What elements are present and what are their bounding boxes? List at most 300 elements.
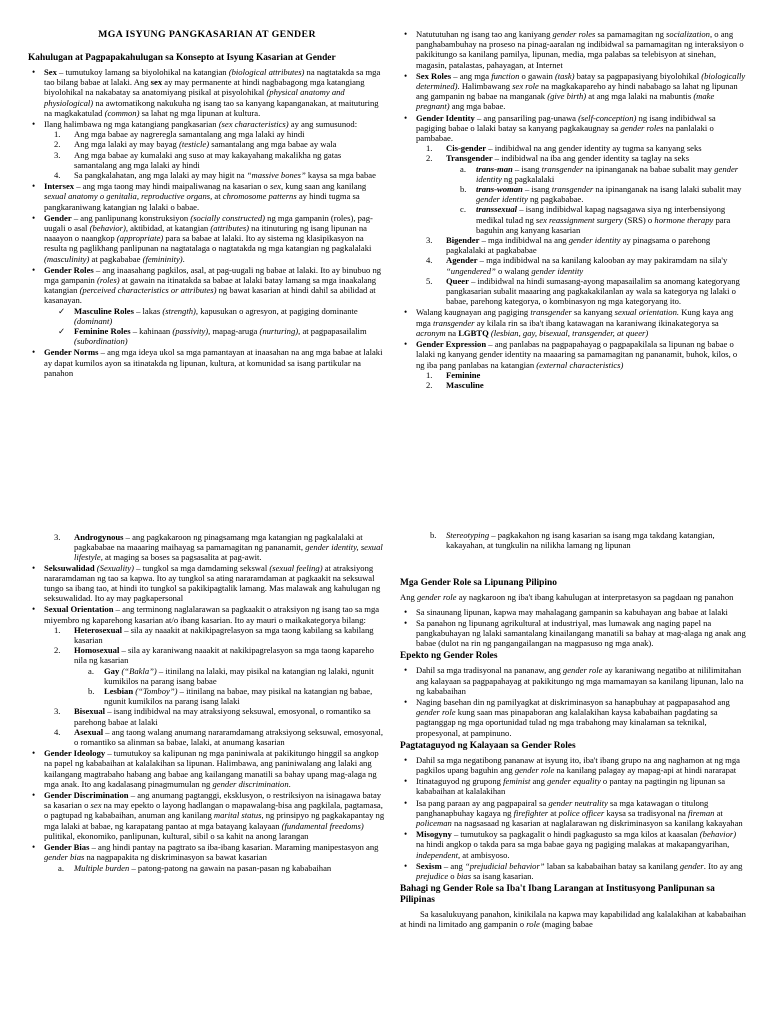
text-run: Gender Roles: [44, 264, 94, 275]
text-run: Walang kaugnayan ang pagiging: [416, 307, 531, 318]
list-item-gender-norms: [28, 347, 386, 378]
text-run: – mga indibidwal na sa kanilang kalooban ay may pakiramdam na sila'y: [477, 255, 728, 266]
text-run: hormone therapy: [654, 214, 714, 225]
list-item-orientation-link: [400, 307, 746, 338]
text-run: (sex characteristics): [218, 119, 289, 130]
text-run: (masculinity): [44, 253, 90, 264]
text-run: “prejudicial behavior”: [464, 860, 545, 871]
text-run: Agender: [446, 255, 478, 266]
text-run: – indibidwal na hindi sumasang-ayong mapasailalim sa anomang kategoryang pangkasarian subalit maaaring ang pagkakakilanlan ay wala sa kategorya ng lalaki o babae, parehong kategorya, o kombinasyon ng mga kategoryang ito.: [446, 275, 740, 307]
text-run: – ang inaasahang pagkilos, asal, at pag-uugali ng babae at lalaki. Ito ay binubuo ng mga gampanin: [44, 264, 382, 286]
text-run: – lakas: [133, 305, 163, 316]
text-run: “massive bones”: [246, 170, 306, 181]
text-run: transgender: [551, 184, 594, 195]
text-run: na panlalaki o pambabae.: [416, 122, 714, 144]
text-run: at: [714, 807, 723, 818]
text-run: Gender Expression: [416, 339, 487, 350]
text-run: na nagpapakita ng diskriminasyon sa bawat kasarian: [84, 852, 267, 863]
text-run: na ipinanganak na isang lalaki subalit may: [593, 184, 742, 195]
text-run: Ang mga babae ay kumalaki ang suso at may kakayahang makalikha ng gatas samantalang ang mga lalaki ay hindi: [74, 149, 342, 170]
text-run: – ang terminong naglalarawan sa pagkaakit o atraksiyon ng isang tao sa mga miyembro ng kaparehong kasarian at/o ibang kasarian. Ito ay mauri o maikakategorya bilang:: [44, 604, 380, 625]
text-run: na nagsasaad ng kasarian at naglalarawan ng diskriminasyon sa kanilang kakayahan: [451, 818, 743, 829]
section-heading-kalayaan: Pagtataguyod ng Kalayaan sa Gender Roles: [400, 740, 576, 751]
text-run: transgender: [530, 307, 572, 318]
text-run: sexual orientation.: [614, 307, 680, 318]
text-run: – indibidwal na ang gender identity ay tugma sa kanyang seks: [486, 143, 702, 154]
text-run: Ang mga lalaki ay may bayag: [74, 139, 180, 150]
text-run: – ang panlipunang konstruksiyon: [71, 212, 191, 223]
text-run: at pagkababae: [89, 253, 143, 264]
list-item: [400, 697, 746, 738]
text-run: Feminine Roles: [74, 326, 131, 337]
text-run: feminist: [503, 776, 531, 787]
list-item: [400, 665, 746, 696]
text-run: Dahil sa mga tradisyonal na pananaw, ang: [416, 665, 563, 676]
list-item-gender-discrimination: [28, 790, 386, 841]
text-run: na ipinanganak na babae subalit may: [583, 163, 715, 174]
text-run: Bigender: [446, 235, 480, 246]
text-run: – pagkakahon ng isang kasarian sa isang mga takdang katangian, kakayahan, at tungkulin na nilikha lamang ng lipunan: [446, 530, 715, 551]
list-item: [44, 532, 386, 563]
text-run: (maging babae: [539, 919, 593, 930]
text-run: (fundamental freedoms): [281, 820, 364, 831]
text-run: Cis-gender: [446, 143, 487, 154]
text-run: o: [448, 871, 457, 882]
text-run: na hindi angkop o takda para sa mga babae gaya ng pagiging malakas at makapangyarihan,: [416, 839, 730, 850]
text-run: ng mga gampanin (roles), pag-uugali o asal: [44, 212, 373, 234]
list-number: 1.: [426, 143, 433, 154]
text-run: transgender: [541, 163, 584, 174]
list-number: 2.: [54, 139, 61, 150]
text-run: sa mga katawagan o titulong panghanapbuhay kagaya ng: [416, 797, 709, 818]
text-run: at atraksiyong nararamdaman ng tao sa kapwa. Ito ay tungkol sa ating nararamdaman at pagkaakit na seksuwal tungo sa ibang tao, at hindi ito tungkol sa pakikipagtalik lamang. Mas malawak ang kahulugan ng seksuwalidad. Ito ay may pagkapersonal: [44, 562, 381, 604]
text-run: police officer: [558, 807, 605, 818]
text-run: – ang hindi pantay na pagtrato sa iba-ibang kasarian. Maraming manipestasyon ang: [89, 842, 379, 853]
text-run: socialization: [666, 29, 710, 39]
text-run: Queer: [446, 275, 469, 286]
text-run: (subordination): [74, 336, 128, 347]
list-item-sex: [28, 67, 386, 118]
text-run: trans-woman: [476, 184, 523, 195]
text-run: . Ito ay ang: [703, 860, 743, 871]
top-right-column: [400, 29, 746, 391]
text-run: (self-conception): [578, 112, 637, 123]
text-run: transgender: [432, 317, 475, 328]
text-run: (biologically determined): [416, 70, 746, 92]
list-item: [44, 645, 386, 706]
text-run: Ang mga babae ay nagreregla samantalang ang mga lalaki ay hindi: [74, 129, 305, 140]
text-run: Stereotyping: [446, 530, 490, 540]
list-item: [416, 143, 746, 153]
text-run: sex: [90, 800, 102, 811]
text-run: ay pinagsama o parehong pagkalalaki at pagkababae: [446, 235, 711, 256]
list-item: [44, 727, 386, 747]
checklist-item: [44, 326, 386, 346]
list-item: [446, 204, 746, 235]
list-item: [400, 776, 746, 796]
text-run: – ang taong walang anumang nararamdamang atraksiyong seksuwal, emosyonal, o romantiko sa alinman sa babae, lalaki, at anumang kasarian: [74, 726, 384, 748]
list-item-sex-roles: [400, 71, 746, 112]
orientation-list: [44, 625, 386, 747]
text-run: (biological attributes): [228, 67, 305, 77]
list-item-misogyny: [400, 829, 746, 860]
text-run: sexual anatomy o genitalia, reproductive organs,: [44, 191, 213, 202]
expression-list: [416, 370, 746, 390]
list-item: [416, 380, 746, 390]
bottom-left-column: [28, 532, 386, 874]
page-bottom: [0, 528, 768, 1024]
list-number: a.: [88, 665, 94, 676]
text-run: function: [491, 70, 520, 81]
list-item: [400, 798, 746, 829]
text-run: na: [445, 327, 459, 338]
text-run: (lesbian, gay, bisexual, transgender, at queer): [490, 327, 649, 338]
text-run: gender identity: [476, 163, 739, 184]
text-run: Kung kaya ang mga: [416, 307, 734, 328]
text-run: Misogyny: [416, 829, 452, 840]
text-run: ng isang indibidwal sa pagiging babae o lalaki batay sa kanyang pagkakaugnay sa: [416, 112, 716, 133]
list-item-sex-characteristics: [28, 119, 386, 180]
identity-list: [416, 143, 746, 306]
text-run: – itinilang na babae, may pisikal na katangian ng babae, ngunit kumikilos na parang isang lalaki: [104, 686, 373, 707]
text-run: (attributes): [210, 223, 250, 234]
text-run: Sex: [44, 67, 57, 77]
section-heading-kahulugan: Kahulugan at Pagpapakahulugan sa Konsepto at Isyung Kasarian at Gender: [28, 53, 336, 63]
text-run: , ng prinsipyo ng pagkakapantay ng mga lalaki at babae, ng karapatang pantao at mga batayang kalayaan: [44, 810, 385, 831]
text-run: – tumutukoy sa pagkagalit o hindi pagkagusto sa mga kilos at kaasalan: [451, 829, 700, 840]
text-run: (physical anatomy and physiological): [44, 87, 345, 108]
text-run: gender role: [416, 707, 456, 718]
list-number: 5.: [426, 275, 433, 286]
list-item: [44, 150, 386, 170]
list-number: 1.: [54, 129, 61, 140]
list-item: [416, 255, 746, 275]
text-run: Gender Norms: [44, 347, 99, 358]
text-run: ang: [530, 776, 548, 787]
text-run: (sexual feeling): [269, 562, 323, 573]
text-run: o gawain: [519, 70, 555, 81]
text-run: kaysa sa mga babae: [305, 170, 376, 181]
text-run: kung saan mas pinapaboran ang kalalakihan kaysa kababaihan pagdating sa pagtanggap ng mga oportunidad tulad ng mga trabahong may kinalaman sa teknikal, propesyonal, at pampinuno.: [416, 707, 718, 738]
text-run: Sa sinaunang lipunan, kapwa may mahalagang gampanin sa kabuhayan ang babae at lalaki: [416, 606, 728, 617]
text-run: (Sexuality): [96, 562, 135, 573]
text-run: Sexism: [416, 860, 442, 871]
text-run: (strength): [162, 305, 196, 316]
stereotyping-list: [416, 530, 746, 550]
text-run: (perceived characteristics or attributes): [79, 285, 217, 296]
text-run: – tumutukoy lamang sa biyolohikal na katangian: [56, 67, 229, 77]
text-run: gender role: [562, 665, 603, 676]
list-item: [416, 370, 746, 380]
text-run: acronym: [416, 327, 446, 338]
text-run: – mga indibidwal na ang: [479, 235, 569, 246]
text-run: Ilang halimbawa ng mga katangiang pangkasarian: [44, 119, 219, 130]
text-run: .: [182, 253, 185, 264]
list-number: b.: [430, 530, 437, 540]
text-run: Lesbian: [104, 686, 134, 697]
text-run: batay sa pagpapasiyang biyolohikal: [574, 70, 702, 81]
text-run: gender bias: [44, 852, 85, 863]
list-item: [44, 706, 386, 726]
text-run: Dahil sa mga negatibong pananaw at isyung ito, iba't ibang grupo na ang naghamon at ng mga pagkilos upang baguhin ang: [416, 754, 740, 776]
text-run: – ang pansariling pag-unawa: [474, 112, 579, 123]
text-run: marital status: [213, 810, 262, 821]
text-run: Gay: [104, 665, 120, 676]
text-run: gender role: [514, 765, 555, 776]
text-run: transsexual: [476, 204, 518, 215]
text-run: , at ambisyoso.: [458, 849, 510, 860]
text-run: Naging basehan din ng pamilyagkat at diskriminasyon sa hanapbuhay at pagpapasahod ang: [416, 697, 730, 708]
text-run: fireman: [688, 807, 715, 818]
list-number: a.: [58, 862, 64, 873]
kalayaan-list: [400, 755, 746, 881]
paragraph: [400, 909, 746, 929]
text-run: sa kanyang: [571, 307, 615, 318]
text-run: Multiple burden: [74, 862, 130, 873]
text-run: – tumutukoy sa kalipunan ng mga paniniwala at pakikitungo hinggil sa angkop na papel ng kababaihan at kalalakihan sa lipunan. Halimbawa, ang paniniwalang ang lalaki ang kailangang magtrabaho habang ang babae ang kailangang manatili sa bahay upang mag-alaga ng mga anak. Ito ang kadalasang pinagmumulan ng: [44, 748, 379, 789]
text-run: na kanilang palagay ay mapag-api at hindi nararapat: [554, 765, 737, 776]
list-number: 3.: [54, 532, 61, 542]
text-run: firefighter: [513, 807, 549, 818]
list-item: [400, 618, 746, 649]
text-run: , o ang panghabambuhay na proseso na pinag-aaralan ng indibidwal sa pamamagitan ng interaksiyon o pakikitungo sa kanilang pamilya, lipunan, media, mga palabas sa telebisyon at sinehan, magasin, patalastas, pahayagan, at Internet: [416, 29, 744, 70]
list-item-sexuality: [28, 563, 386, 604]
definitions-list-bottom: [28, 563, 386, 873]
text-run: role: [526, 919, 540, 930]
text-run: Homosexual: [74, 645, 120, 656]
text-run: – patong-patong na gawain na pasan-pasan ng kababaihan: [129, 862, 332, 873]
text-run: Itinataguyod ng grupong: [416, 776, 504, 787]
list-number: 1.: [426, 369, 433, 380]
list-item: [416, 153, 746, 235]
text-run: samantalang ang mga babae ay wala: [209, 139, 337, 150]
list-number: c.: [460, 204, 466, 215]
list-item-intersex: [28, 181, 386, 212]
text-run: at ang mga lalaki na mabuntis: [586, 91, 694, 102]
text-run: – ang mga ideya ukol sa mga pamantayan at inaasahan na ang mga babae at lalaki ay dapat kumilos ayon sa itinatakda ng lipunan, kultura, at komunidad sa isang partikular na panahon: [44, 347, 383, 378]
bias-sublist: [44, 863, 386, 873]
text-run: (make pregnant): [416, 91, 715, 112]
text-run: gender identity: [476, 194, 528, 205]
text-run: Sex Roles: [416, 70, 452, 81]
list-item-gender-ideology: [28, 748, 386, 789]
text-run: (task): [554, 70, 575, 81]
text-run: laban sa kababaihan batay sa kanilang: [544, 860, 680, 871]
text-run: Heterosexual: [74, 624, 123, 635]
text-run: o walang: [495, 265, 532, 276]
text-run: – tungkol sa mga damdaming sekswal: [134, 562, 270, 573]
text-run: Intersex: [44, 181, 75, 192]
text-run: (appropriate): [116, 233, 164, 244]
text-run: prejudice: [416, 871, 449, 882]
text-run: (behavior): [699, 829, 737, 840]
text-run: para baguhin ang kanyang kasarian: [476, 214, 731, 235]
list-number: 2.: [426, 379, 433, 390]
text-run: na awtomatikong nakukuha ng isang tao sa kanyang kapanganakan, at maituturing na magkakatulad: [44, 97, 379, 118]
list-item: [400, 607, 746, 617]
list-item-gender-identity: [400, 113, 746, 307]
text-run: o pantay na pagtingin ng lipunan sa kababaihan at kalalakihan: [416, 776, 726, 797]
text-run: Gender Discrimination: [44, 790, 129, 801]
text-run: na magkakapareho ay hindi nababago sa lahat ng lipunan ang gampanin ng babae na manganak: [416, 81, 738, 102]
text-run: bias: [456, 871, 472, 882]
text-run: (“Tomboy”): [135, 686, 178, 697]
text-run: kaysa sa tradisyonal na: [604, 807, 688, 818]
text-run: na itinuturing ng isang lipunan na naaayon o naangkop: [44, 223, 367, 244]
text-run: Bisexual: [74, 706, 106, 717]
list-item: [44, 170, 386, 180]
text-run: at gawain na itinatakda sa babae at lalaki batay lamang sa mga inaakalang katangian: [44, 275, 377, 296]
list-item: [44, 625, 386, 645]
text-run: – isang: [522, 184, 552, 195]
text-run: – isang: [512, 163, 542, 174]
list-number: 4.: [54, 170, 61, 181]
text-run: sex role: [512, 81, 539, 92]
text-run: chromosome patterns: [222, 191, 297, 202]
text-run: ay nagkaroon ng iba't ibang kahulugan at interpretasyon sa pagdaan ng panahon: [456, 592, 734, 603]
text-run: (common): [104, 107, 140, 118]
text-run: ay ang sumusunod:: [288, 119, 358, 130]
paragraph: [400, 592, 746, 602]
text-run: sa isang kasarian.: [471, 871, 534, 882]
epekto-list: [400, 665, 746, 737]
list-number: 2.: [54, 645, 61, 656]
text-run: para sa babae at lalaki. Ito ay sistema ng klasipikasyon na resulta ng paglikhang panlipunan na nagtatalaga o nagtatakda ng mga katangian ng pagkalalaki: [44, 233, 372, 254]
text-run: – ang pagkakaroon ng pinagsamang mga katangian ng pagkalalaki at pagkababae na maaaring maihayag sa pamamagitan ng pananamit,: [74, 532, 363, 553]
text-run: – isang indibidwal na may atraksiyong seksuwal, emosyonal, o romantiko sa parehong babae at lalaki: [74, 706, 371, 727]
text-run: Masculine: [446, 379, 484, 390]
text-run: (SRS) o: [622, 214, 655, 225]
list-number: 4.: [426, 255, 433, 266]
text-run: at: [548, 807, 559, 818]
text-run: – ang mga: [451, 70, 492, 81]
text-run: ng pagkalalaki: [501, 173, 555, 184]
text-run: (behavior): [89, 223, 126, 234]
list-item-sexual-orientation: [28, 604, 386, 747]
text-run: Isa pang paraan ay ang pagpapairal sa: [416, 797, 549, 808]
text-run: – ang anumang pagtanggi, eksklusyon, o restriksiyon na isinagawa batay sa kasarian o: [44, 790, 382, 811]
text-run: ang mga babae.: [449, 101, 506, 112]
sex-characteristics-list: [44, 129, 386, 180]
androgynous-list: [44, 532, 386, 563]
list-item-gender: [28, 213, 386, 264]
text-run: Sa kasalukuyang panahon, kinikilala na kapwa may kapabilidad ang kalalakihan at kababaihan at hindi na limitado ang gampanin o: [400, 909, 746, 930]
text-run: Gender Ideology: [44, 748, 106, 759]
text-run: Gender Bias: [44, 842, 90, 853]
definitions-list: [28, 67, 386, 378]
text-run: (“Bakla”): [121, 665, 157, 676]
text-run: Seksuwalidad: [44, 562, 95, 573]
text-run: (passivity): [172, 326, 209, 337]
list-item-sexism: [400, 861, 746, 881]
text-run: ay kilala rin sa iba't ibang katawagan na karaniwang ikinakategorya sa: [474, 317, 719, 328]
text-run: gender: [679, 860, 704, 871]
list-item: [74, 686, 386, 706]
text-run: – ang panlabas na pagpapahayag o pagpapakilala sa lipunan ng babae o lalaki ng kanyang gender identity na maaaring sa pamamagitan ng pananamit, buhok, kilos, o ng iba pang panlabas na katangian: [416, 339, 738, 370]
text-run: Masculine Roles: [74, 305, 134, 316]
list-number: 1.: [54, 624, 61, 635]
text-run: sa lahat ng mga lipunan at kultura.: [139, 107, 261, 118]
list-item: [416, 276, 746, 307]
text-run: pulitikal, ekonomiko, panlipunan, kultural, sibil o sa kahit na anong larangan: [44, 830, 309, 841]
section-heading-epekto: Epekto ng Gender Roles: [400, 651, 498, 662]
text-run: , at pagpapasailalim: [298, 326, 367, 337]
top-left-column: [28, 0, 386, 379]
text-run: Feminine: [446, 369, 481, 380]
text-run: – indibidwal na iba ang gender identity sa taglay na seks: [492, 153, 690, 164]
text-run: Sa panahon ng lipunang agrikultural at industriyal, mas lumawak ang naging papel na pangkabuhayan ng lalaki samantalang kinailangang manatili sa bahay at mag-alaga ng anak ang babae (dulot na rin ng pangangailangan na magpasuso ng mga anak).: [416, 617, 746, 649]
text-run: (dominant): [74, 315, 113, 326]
text-run: – sila ay karaniwang naaakit at nakikipagrelasyon sa mga taong kapareho nila ng kasarian: [74, 645, 374, 666]
text-run: – ang: [441, 860, 465, 871]
text-run: gender identity, sexual lifestyle: [74, 542, 383, 563]
list-item: [416, 530, 746, 550]
text-run: , mapag-aruga: [208, 326, 260, 337]
text-run: , aktibidad, at katangian: [125, 223, 211, 234]
text-run: Natututuhan ng isang tao ang kaniyang: [416, 29, 553, 39]
text-run: (roles): [96, 275, 120, 286]
text-run: gender equality: [547, 776, 601, 787]
text-run: gender discrimination: [212, 778, 289, 789]
text-run: (socially constructed): [190, 212, 266, 223]
definitions-list-right: [400, 29, 746, 390]
checklist-item: [44, 306, 386, 326]
list-number: 4.: [54, 726, 61, 737]
list-item: [44, 139, 386, 149]
text-run: ng bawat kasarian at hindi dahil sa abilidad at kasanayan.: [44, 285, 376, 306]
text-run: – sila ay naaakit at nakikipagrelasyon sa mga taong kabilang sa kabilang kasarian: [74, 624, 374, 646]
list-number: 3.: [426, 235, 433, 246]
text-run: – isang indibidwal kapag nagsagawa siya ng interbensiyong medikal tulad ng: [476, 204, 726, 225]
text-run: Gender: [44, 212, 72, 223]
transgender-sublist: [446, 164, 746, 235]
text-run: trans-man: [476, 163, 513, 174]
roles-checklist: [44, 306, 386, 347]
list-number: a.: [460, 163, 466, 174]
text-run: Transgender: [446, 153, 493, 164]
text-run: policeman: [416, 818, 452, 829]
list-item: [416, 235, 746, 255]
text-run: , kung saan ang kanilang: [281, 181, 367, 192]
text-run: na may epekto o layong hadlangan o mapawalang-bisa ang pagkilala, pagtamasa, o pagtupad ng kababaihan, anuman ang kanilang: [44, 800, 383, 821]
text-run: gender identity: [531, 265, 584, 276]
text-run: (nurturing): [259, 326, 299, 337]
text-run: (external characteristics): [536, 359, 624, 370]
text-run: gender roles: [620, 122, 664, 133]
text-run: Asexual: [74, 726, 104, 737]
text-run: – itinilang na lalaki, may pisikal na katangian ng lalaki, ngunit kumikilos na parang isang babae: [104, 665, 374, 686]
list-number: 2.: [426, 153, 433, 164]
list-number: b.: [460, 184, 467, 195]
text-run: Androgynous: [74, 532, 124, 542]
text-run: . Halimbawang: [457, 81, 513, 92]
text-run: Ang: [400, 592, 417, 603]
section-heading-bahagi: Bahagi ng Gender Role sa Iba't Ibang Larangan at Institusyong Panlipunan sa Pilipinas: [400, 884, 715, 906]
roles-ph-list: [400, 607, 746, 649]
text-run: gender neutrality: [548, 797, 608, 808]
text-run: na nagtatakda sa mga tao bilang babae at lalaki. Ang: [44, 67, 381, 88]
list-item-socialization: [400, 29, 746, 70]
text-run: sex: [270, 181, 281, 192]
text-run: (testicle): [179, 139, 210, 150]
list-item: [446, 184, 746, 204]
text-run: independent: [416, 849, 458, 860]
list-item: [446, 164, 746, 184]
text-run: (give birth): [547, 91, 587, 102]
text-run: “ungendered”: [446, 265, 496, 276]
list-item-gender-bias: [28, 842, 386, 873]
text-run: sex: [150, 77, 163, 88]
